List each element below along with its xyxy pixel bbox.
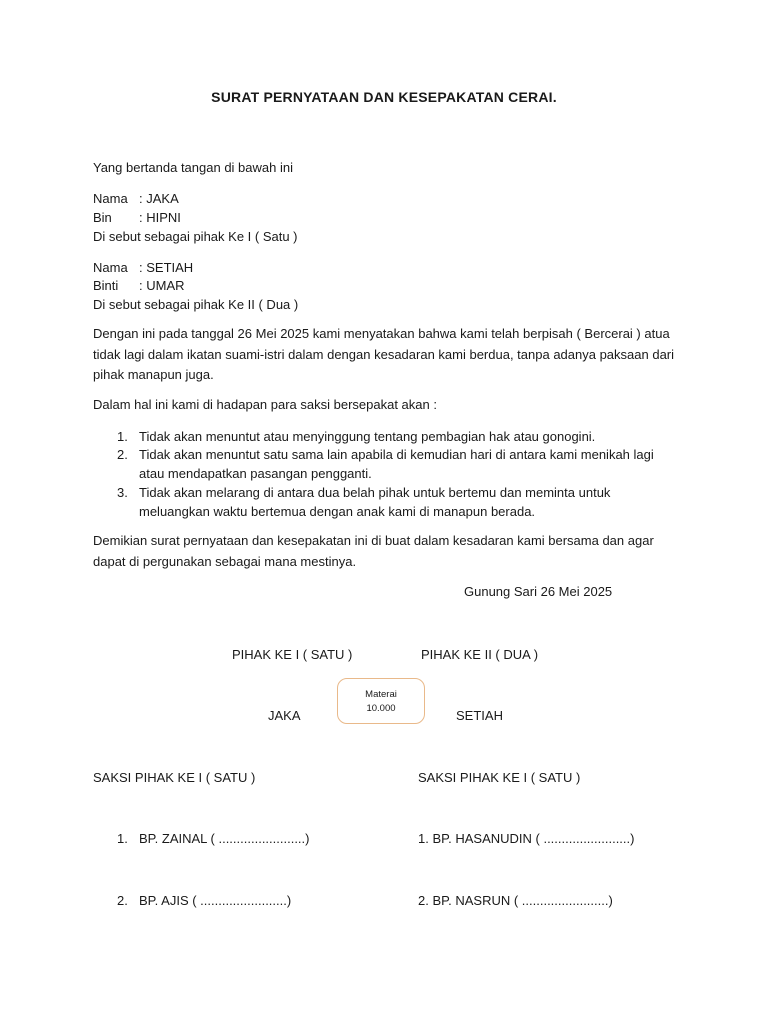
witness-name: BP. AJIS ( ........................) (139, 893, 292, 908)
party1-parent-label: Bin (93, 210, 112, 225)
witness-right-heading: SAKSI PIHAK KE I ( SATU ) (418, 770, 581, 785)
witness-name: BP. ZAINAL ( ........................) (139, 831, 310, 846)
witness-left-heading: SAKSI PIHAK KE I ( SATU ) (93, 770, 256, 785)
party2-name-value: : SETIAH (139, 260, 194, 275)
party1-signature-heading: PIHAK KE I ( SATU ) (232, 647, 353, 662)
party1-signature-name: JAKA (268, 708, 301, 723)
agreement-item (117, 445, 677, 483)
agreement-number: 3. (117, 485, 128, 500)
party1-name-label: Nama (93, 191, 128, 206)
party1-name-row (93, 189, 179, 208)
witness-left-item (117, 829, 310, 848)
party2-signature-heading: PIHAK KE II ( DUA ) (421, 647, 539, 662)
agreement-item (117, 427, 677, 446)
party2-parent-value: : UMAR (139, 278, 185, 293)
agreement-number: 1. (117, 429, 128, 444)
stamp-label: Materai (365, 689, 397, 700)
duty-stamp-box (337, 678, 425, 724)
party2-parent-row (93, 276, 185, 295)
agreement-number: 2. (117, 447, 128, 462)
agreement-text: Tidak akan melarang di antara dua belah pihak untuk bertemu dan meminta untuk meluangkan waktu bertemua dengan anak kami di manapun berada. (139, 485, 611, 519)
party1-parent-value: : HIPNI (139, 210, 181, 225)
party2-designation: Di sebut sebagai pihak Ke II ( Dua ) (93, 297, 299, 312)
agreement-intro: Dalam hal ini kami di hadapan para saksi bersepakat akan : (93, 397, 437, 412)
agreement-text: Tidak akan menuntut satu sama lain apabila di kemudian hari di antara kami menikah lagi atau mendapatkan pasangan pengganti. (139, 447, 654, 481)
witness-number: 1. (117, 831, 128, 846)
party2-signature-name: SETIAH (456, 708, 503, 723)
witness-left-item (117, 891, 291, 910)
witness-number: 2. (117, 893, 128, 908)
party1-parent-row (93, 208, 181, 227)
closing-paragraph: Demikian surat pernyataan dan kesepakatan ini di buat dalam kesadaran kami bersama dan agar dapat di pergunakan sebagai mana mestinya. (93, 533, 654, 569)
agreement-text: Tidak akan menuntut atau menyinggung tentang pembagian hak atau gonogini. (139, 429, 596, 444)
party2-name-label: Nama (93, 260, 128, 275)
witness-right-item: 2. BP. NASRUN ( ........................) (418, 893, 613, 908)
stamp-value: 10.000 (366, 703, 396, 714)
statement-paragraph: Dengan ini pada tanggal 26 Mei 2025 kami menyatakan bahwa kami telah berpisah ( Bercerai ) atua tidak lagi dalam ikatan suami-istri dalam dengan kesadaran kami berdua, tanpa adanya paksaan dari pihak manapun juga. (93, 326, 675, 382)
witness-right-item: 1. BP. HASANUDIN ( ........................) (418, 831, 635, 846)
place-date: Gunung Sari 26 Mei 2025 (464, 584, 613, 599)
party1-name-value: : JAKA (139, 191, 179, 206)
intro-line: Yang bertanda tangan di bawah ini (93, 160, 293, 175)
document-title: SURAT PERNYATAAN DAN KESEPAKATAN CERAI. (211, 89, 557, 105)
party2-name-row (93, 258, 193, 277)
party1-designation: Di sebut sebagai pihak Ke I ( Satu ) (93, 229, 298, 244)
party2-parent-label: Binti (93, 278, 119, 293)
agreement-item (117, 483, 677, 521)
